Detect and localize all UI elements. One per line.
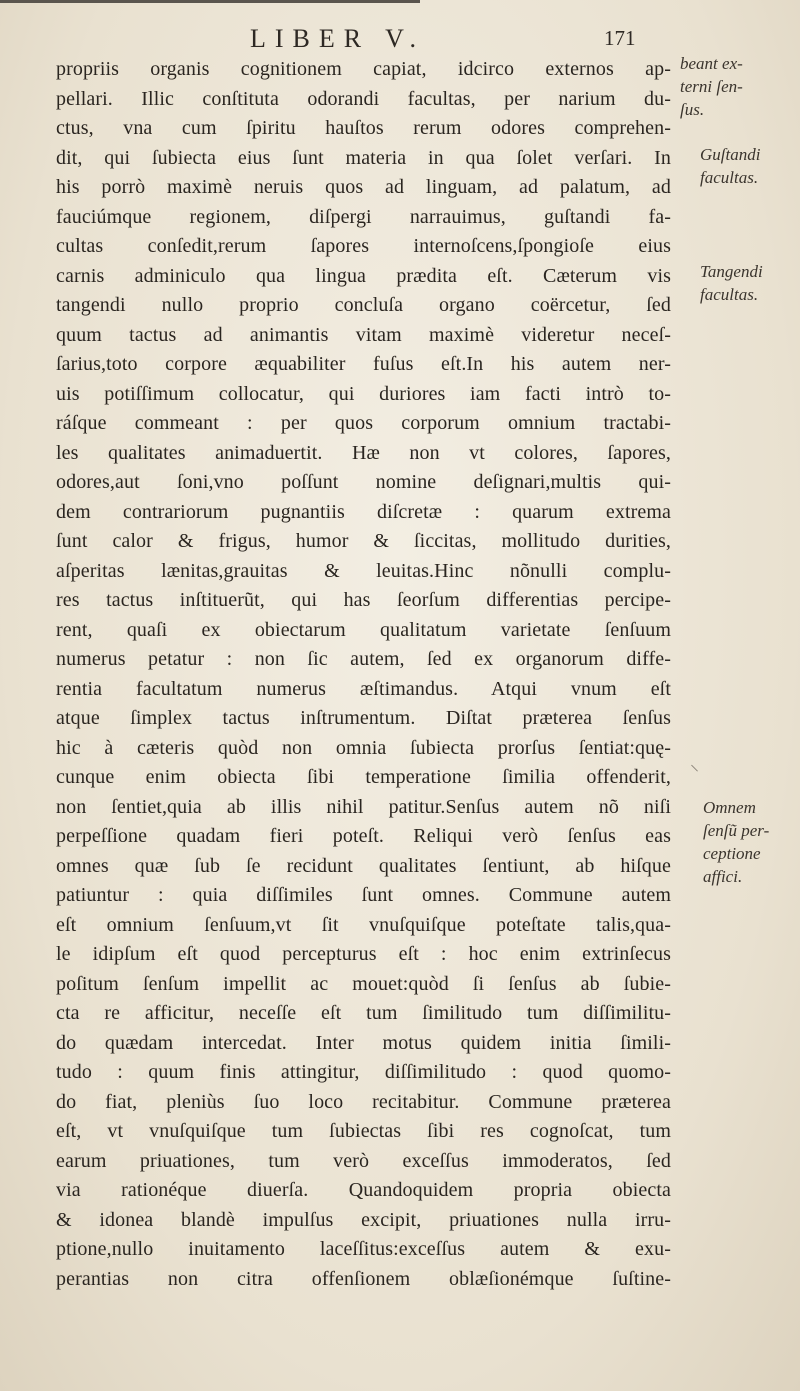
text-line: cta re afficitur, neceſſe eſt tum ſimilitudo tum diſſimilitu- xyxy=(56,1002,671,1024)
marginal-note-line: ſenſũ per- xyxy=(703,821,770,840)
marginal-note-externi xyxy=(680,52,743,121)
text-line: fauciúmque regionem, diſpergi narrauimus, guſtandi fa- xyxy=(56,205,671,228)
text-line: rentia facultatum numerus æſtimandus. Atqui vnum eſt xyxy=(56,677,671,700)
marginal-note-omnem xyxy=(703,796,769,888)
text-line: via rationéque diuerſa. Quandoquidem propria obiecta xyxy=(56,1179,671,1201)
marginal-note-line: ceptione xyxy=(703,844,761,863)
marginal-note-line: ſus. xyxy=(680,100,705,119)
text-line: tangendi nullo proprio concluſa organo coërcetur, ſed xyxy=(56,294,671,316)
margin-stray-mark: ⸜ xyxy=(690,754,699,774)
text-line: ſunt calor & frigus, humor & ſiccitas, mollitudo durities, xyxy=(56,530,671,552)
text-line: numerus petatur : non ſic autem, ſed ex organorum diffe- xyxy=(56,648,671,670)
main-text-block xyxy=(56,55,671,1294)
top-edge-rule xyxy=(0,0,420,3)
text-line: omnes quæ ſub ſe recidunt qualitates ſentiunt, ab hiſque xyxy=(56,854,671,877)
text-line: propriis organis cognitionem capiat, idcirco externos ap- xyxy=(56,58,671,80)
marginal-note-line: beant ex- xyxy=(680,54,743,73)
text-line: uis potiſſimum collocatur, qui duriores iam facti intrò to- xyxy=(56,382,671,405)
marginal-note-line: affici. xyxy=(703,867,743,886)
text-line: patiuntur : quia diſſimiles ſunt omnes. Commune autem xyxy=(56,884,671,906)
text-line: ptione,nullo inuitamento laceſſitus:exceſſus autem & exu- xyxy=(56,1238,671,1260)
text-line: rent, quaſi ex obiectarum qualitatum varietate ſenſuum xyxy=(56,618,671,641)
text-line: eſt, vt vnuſquiſque tum ſubiectas ſibi res cognoſcat, tum xyxy=(56,1120,671,1142)
text-line: do quædam intercedat. Inter motus quidem initia ſimili- xyxy=(56,1031,671,1054)
text-line: do fiat, pleniùs ſuo loco recitabitur. Commune præterea xyxy=(56,1090,671,1113)
text-line: carnis adminiculo qua lingua prædita eſt. Cæterum vis xyxy=(56,264,671,287)
text-line: his porrò maximè neruis quos ad linguam, ad palatum, ad xyxy=(56,176,671,198)
text-line: cultas conſedit,rerum ſapores internoſcens,ſpongioſe eius xyxy=(56,235,671,257)
text-line: hic à cæteris quòd non omnia ſubiecta prorſus ſentiat:quę- xyxy=(56,736,671,759)
marginal-note-tangendi xyxy=(700,260,763,306)
running-head: LIBER V. xyxy=(250,24,426,53)
text-line: atque ſimplex tactus inſtrumentum. Diſtat præterea ſenſus xyxy=(56,707,671,729)
text-line: quum tactus ad animantis vitam maximè videretur neceſ- xyxy=(56,323,671,346)
text-line: earum priuationes, tum verò exceſſus immoderatos, ſed xyxy=(56,1149,671,1172)
text-line: odores,aut ſoni,vno poſſunt nomine deſignari,multis qui- xyxy=(56,471,671,493)
text-line: dem contrariorum pugnantiis diſcretæ : quarum extrema xyxy=(56,500,671,523)
marginal-note-line: facultas. xyxy=(700,168,759,187)
text-line: dit, qui ſubiecta eius ſunt materia in qua ſolet verſari. In xyxy=(56,146,671,169)
marginal-note-gustandi xyxy=(700,143,760,189)
marginal-note-line: Omnem xyxy=(703,798,756,817)
page-number: 171 xyxy=(604,26,636,50)
page-header xyxy=(0,24,800,54)
text-line: pellari. Illic conſtituta odorandi facultas, per narium du- xyxy=(56,87,671,110)
text-line: non ſentiet,quia ab illis nihil patitur.Senſus autem nõ niſi xyxy=(56,795,671,818)
text-line: ráſque commeant : per quos corporum omnium tractabi- xyxy=(56,412,671,434)
text-line: le idipſum eſt quod percepturus eſt : hoc enim extrinſecus xyxy=(56,943,671,965)
text-line: perpeſſione quadam fieri poteſt. Reliqui verò ſenſus eas xyxy=(56,825,671,847)
text-line: les qualitates animaduertit. Hæ non vt colores, ſapores, xyxy=(56,441,671,464)
marginal-note-line: terni ſen- xyxy=(680,77,743,96)
text-line: perantias non citra offenſionem oblæſionémque ſuſtine- xyxy=(56,1267,671,1290)
marginal-note-line: Tangendi xyxy=(700,262,763,281)
text-line: cunque enim obiecta ſibi temperatione ſimilia offenderit, xyxy=(56,766,671,788)
text-line: tudo : quum finis attingitur, diſſimilitudo : quod quomo- xyxy=(56,1061,671,1083)
marginal-note-line: Guſtandi xyxy=(700,145,761,164)
marginal-note-line: facultas. xyxy=(700,285,759,304)
text-line: & idonea blandè impulſus excipit, priuationes nulla irru- xyxy=(56,1208,671,1231)
text-line: poſitum ſenſum impellit ac mouet:quòd ſi ſenſus ab ſubie- xyxy=(56,972,671,995)
text-line: ſarius,toto corpore æquabiliter fuſus eſt.In his autem ner- xyxy=(56,353,671,375)
text-line: aſperitas lænitas,grauitas & leuitas.Hinc nõnulli complu- xyxy=(56,559,671,582)
text-line: ctus, vna cum ſpiritu hauſtos rerum odores comprehen- xyxy=(56,117,671,139)
text-line: res tactus inſtituerũt, qui has ſeorſum differentias percipe- xyxy=(56,589,671,611)
text-line: eſt omnium ſenſuum,vt ſit vnuſquiſque poteſtate talis,qua- xyxy=(56,913,671,936)
